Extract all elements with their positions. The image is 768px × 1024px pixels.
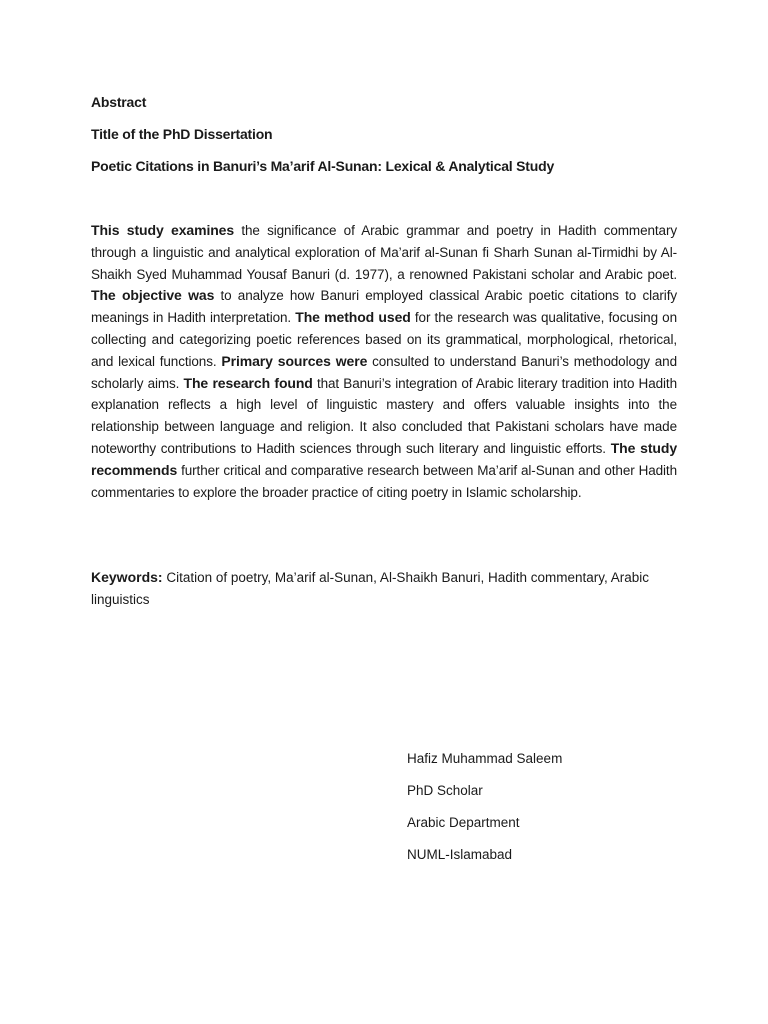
keywords-paragraph (91, 567, 677, 611)
keywords-label: Keywords: (91, 569, 163, 585)
author-role: PhD Scholar (407, 783, 483, 798)
author-name: Hafiz Muhammad Saleem (407, 751, 563, 766)
lead-study-examines: This study examines (91, 222, 235, 238)
dissertation-title: Poetic Citations in Banuri’s Ma’arif Al-Sunan: Lexical & Analytical Study (91, 158, 555, 174)
lead-method: The method used (295, 309, 411, 326)
sentence-research-found: that Banuri’s integration of Arabic literary tradition into Hadith explanation reflects a high level of linguistic mastery and offers valuable insights into the relationship between language and religion. It also concluded that Pakistani scholars have made noteworthy contributions to Hadith sciences through such literary and linguistic efforts. (91, 375, 677, 456)
abstract-heading: Abstract (91, 94, 147, 110)
sentence-primary-sources: consulted to understand Banuri’s methodology and scholarly aims. (91, 353, 678, 391)
title-label: Title of the PhD Dissertation (91, 126, 273, 142)
lead-research-found: The research found (183, 374, 313, 391)
sentence-recommends: further critical and comparative research between Ma’arif al-Sunan and other Hadith commentaries to explore the broader practice of citing poetry in Islamic scholarship. (91, 462, 677, 500)
sentence-method: for the research was qualitative, focusing on collecting and categorizing poetic references based on its grammatical, morphological, rhetorical, and lexical functions. (91, 310, 677, 369)
abstract-paragraph (91, 220, 677, 503)
sentence-objective: to analyze how Banuri employed classical Arabic poetic citations to clarify meanings in Hadith interpretation. (91, 288, 677, 326)
keywords-list: Citation of poetry, Ma’arif al-Sunan, Al-Shaikh Banuri, Hadith commentary, Arabic linguistics (91, 570, 650, 607)
lead-objective: The objective was (91, 287, 215, 304)
author-department: Arabic Department (407, 815, 520, 830)
author-institution: NUML-Islamabad (407, 847, 513, 862)
sentence-study-examines: the significance of Arabic grammar and poetry in Hadith commentary through a linguistic and analytical exploration of Ma’arif al-Sunan fi Sharh Sunan al-Tirmidhi by Al-Shaikh Syed Muhammad Yousaf Banuri (d. 1977), a renowned Pakistani scholar and Arabic poet. (91, 223, 677, 282)
lead-primary-sources: Primary sources were (221, 352, 368, 369)
lead-recommends: The study recommends (91, 439, 678, 478)
